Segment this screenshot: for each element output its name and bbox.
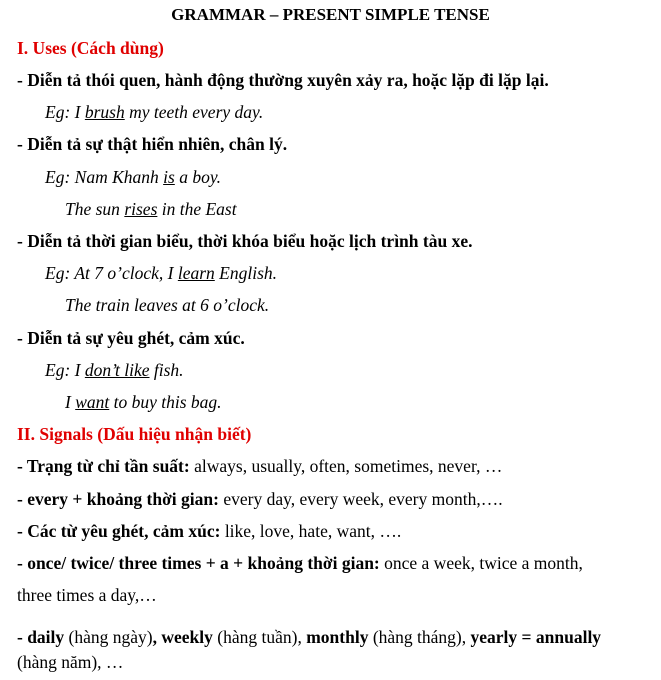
example-want: I want to buy this bag. [65, 392, 222, 412]
signal-daily-weekly-continued: (hàng năm), … [17, 652, 124, 672]
example-dont-like: Eg: I don’t like fish. [45, 360, 184, 380]
use-rule-truth: - Diễn tả sự thật hiển nhiên, chân lý. [17, 134, 288, 154]
example-rises: The sun rises in the East [65, 199, 237, 219]
signal-every: - every + khoảng thời gian: every day, every week, every month,…. [17, 489, 503, 509]
section-heading-signals: II. Signals (Dấu hiệu nhận biết) [17, 424, 252, 444]
use-rule-habit: - Diễn tả thói quen, hành động thường xuyên xảy ra, hoặc lặp đi lặp lại. [17, 70, 549, 90]
page-title: GRAMMAR – PRESENT SIMPLE TENSE [171, 5, 490, 24]
section-heading-uses: I. Uses (Cách dùng) [17, 38, 164, 58]
signal-frequency-adverbs: - Trạng từ chỉ tần suất: always, usually, often, sometimes, never, … [17, 456, 503, 476]
use-rule-feelings: - Diễn tả sự yêu ghét, cảm xúc. [17, 328, 245, 348]
signal-daily-weekly: - daily (hàng ngày), weekly (hàng tuần), monthly (hàng tháng), yearly = annually [17, 627, 602, 647]
use-rule-timetable: - Diễn tả thời gian biểu, thời khóa biểu hoặc lịch trình tàu xe. [17, 231, 473, 251]
signal-feelings: - Các từ yêu ghét, cảm xúc: like, love, hate, want, …. [17, 521, 402, 541]
signal-times: - once/ twice/ three times + a + khoảng thời gian: once a week, twice a month, [17, 553, 583, 573]
example-is: Eg: Nam Khanh is a boy. [45, 167, 221, 187]
example-brush: Eg: I brush my teeth every day. [45, 102, 264, 122]
example-learn: Eg: At 7 o’clock, I learn English. [45, 263, 278, 283]
example-train: The train leaves at 6 o’clock. [65, 295, 270, 315]
signal-times-continued: three times a day,… [17, 585, 157, 605]
